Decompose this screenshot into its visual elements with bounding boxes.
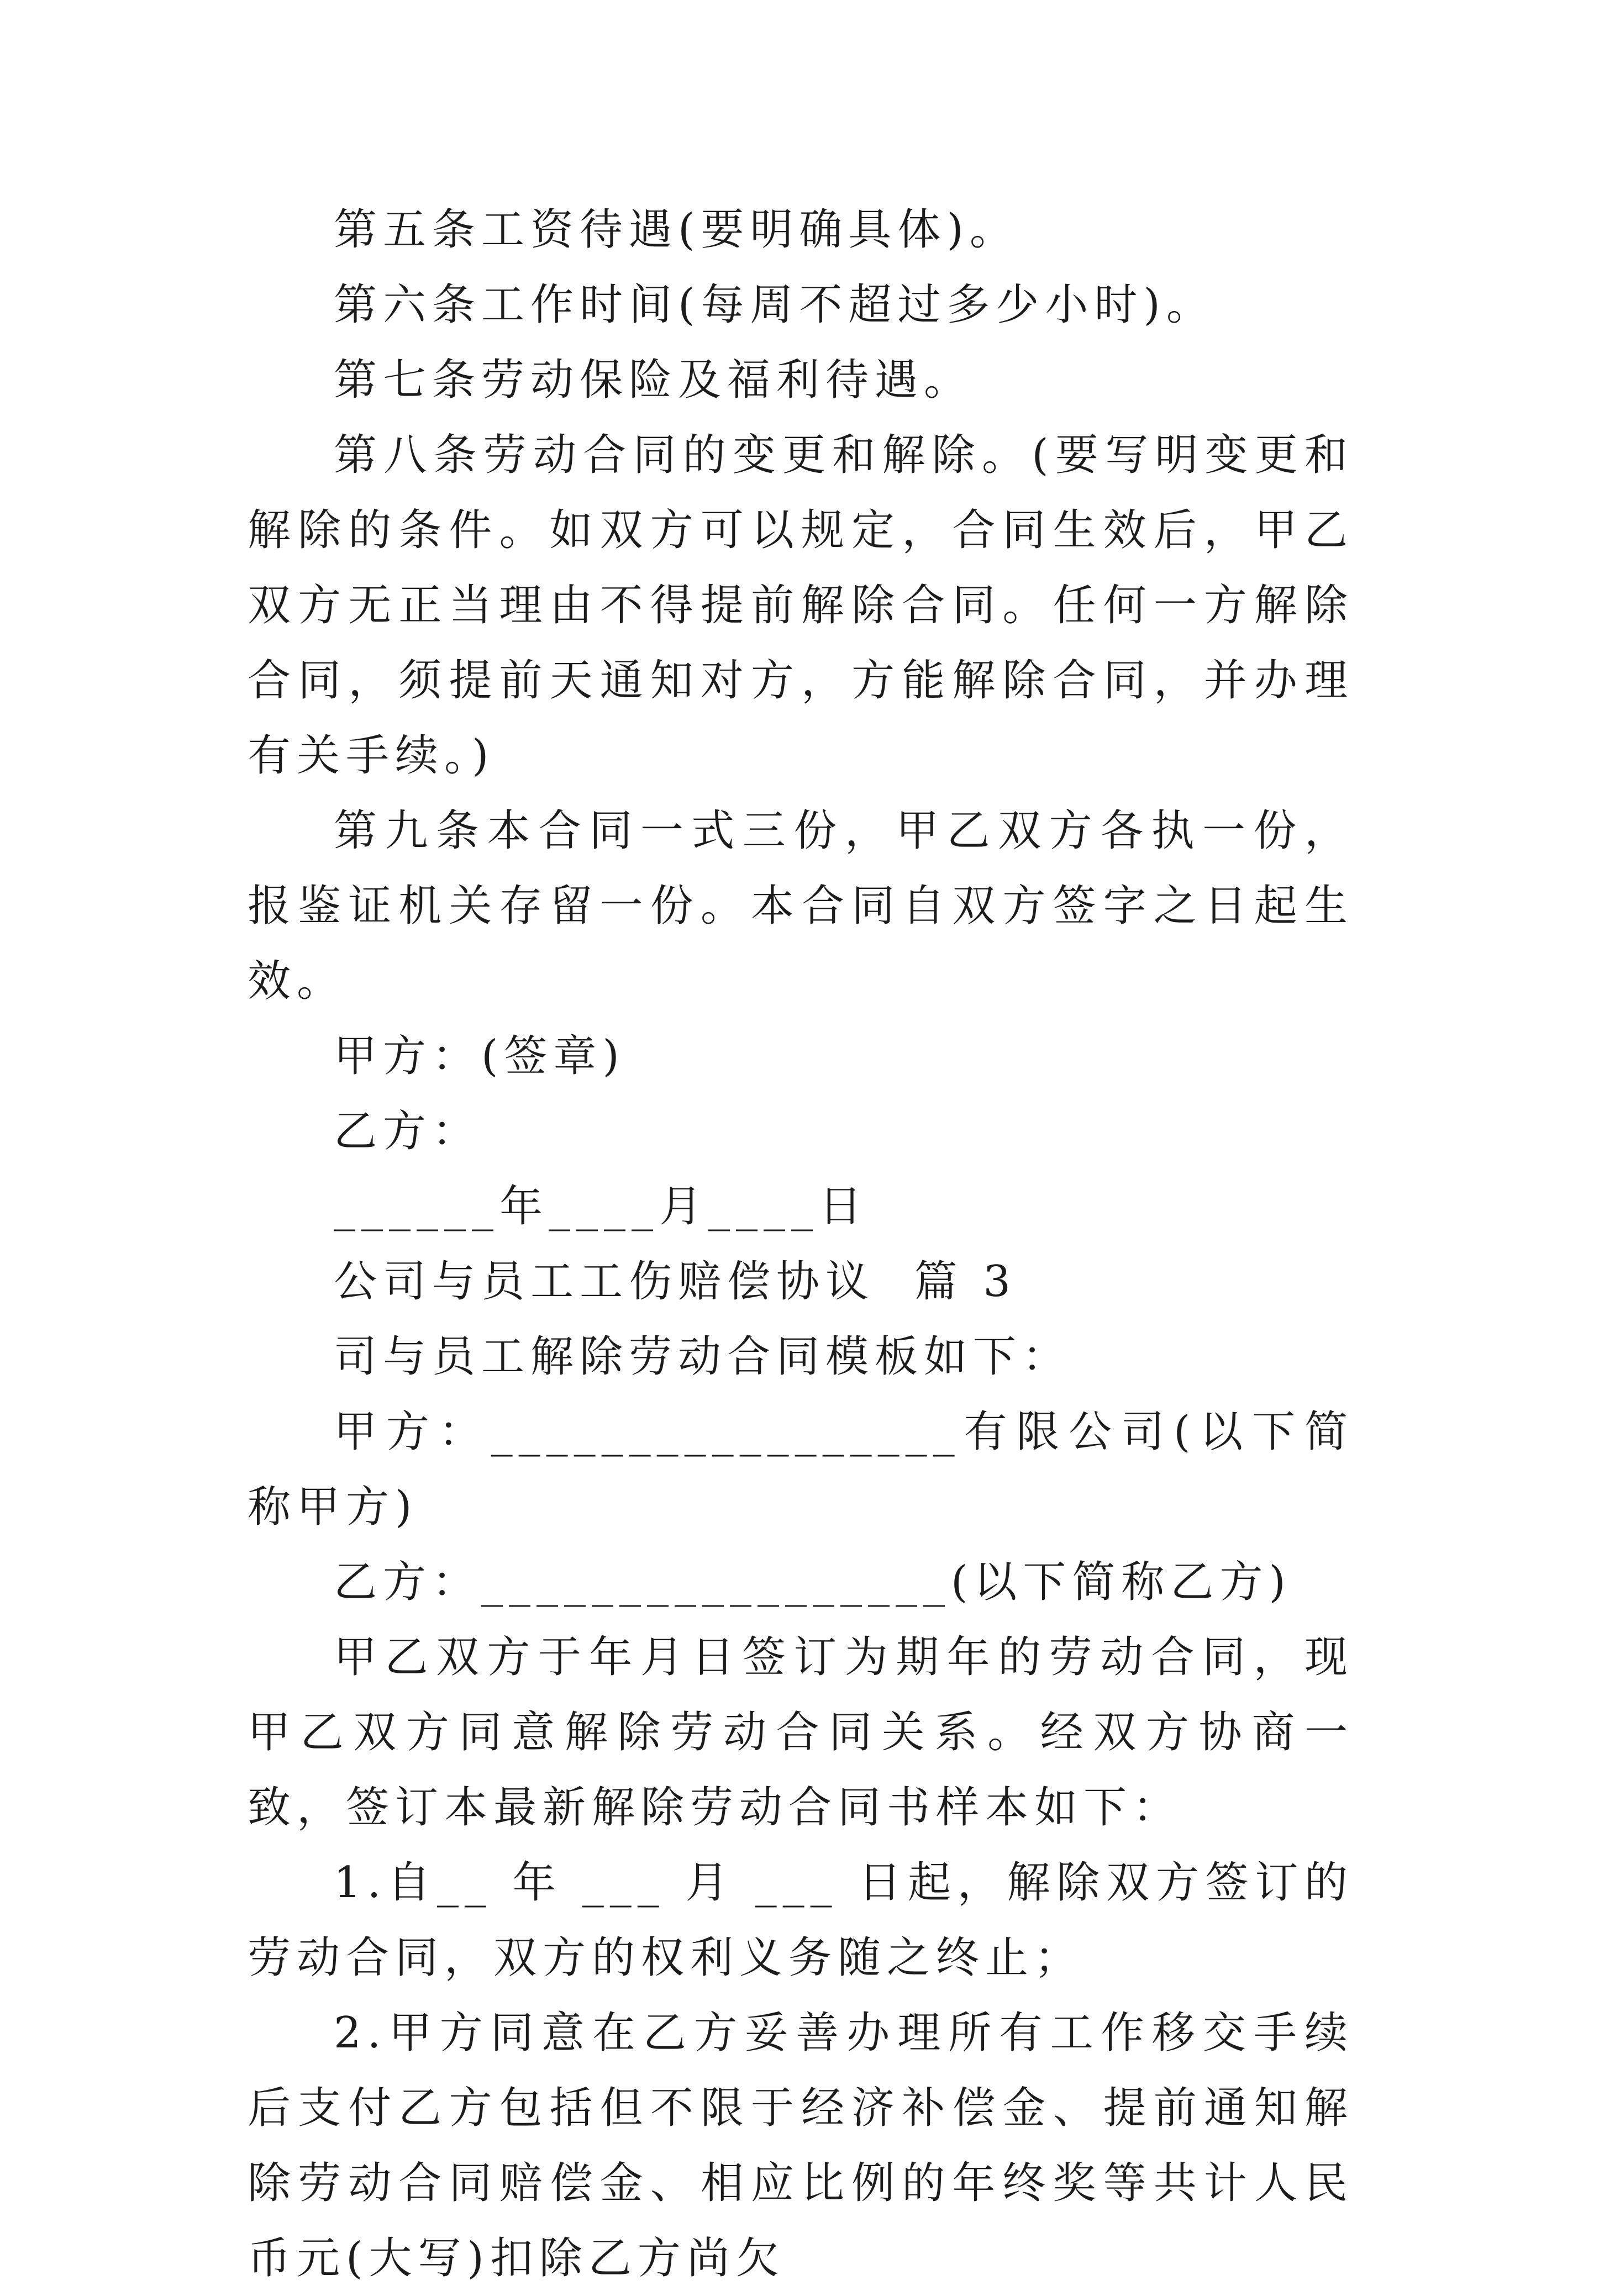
party-a-signature: 甲方：(签章) (334, 1031, 625, 1081)
paragraph-article-5: 第五条工资待遇(要明确具体)。 (334, 205, 1019, 255)
paragraph-article-7: 第七条劳动保险及福利待遇。 (334, 355, 974, 405)
clause-2: 2.甲方同意在乙方妥善办理所有工作移交手续后支付乙方包括但不限于经济补偿金、提前通知解除劳动合同赔偿金、相应比例的年终奖等共计人民币元(大写)扣除乙方尚欠 (248, 2008, 1354, 2283)
party-b-signature: 乙方： (334, 1107, 482, 1156)
clause-1: 1.自__ 年 ___ 月 ___ 日起，解除双方签订的劳动合同，双方的权利义务随之终止； (248, 1858, 1354, 1983)
party-a-line: 甲方：_________________有限公司(以下简称甲方) (248, 1407, 1354, 1532)
paragraph-article-9: 第九条本合同一式三份，甲乙双方各执一份，报鉴证机关存留一份。本合同自双方签字之日起生效。 (248, 806, 1354, 1006)
party-b-line: 乙方：_________________(以下简称乙方) (334, 1557, 1292, 1607)
paragraph-article-6: 第六条工作时间(每周不超过多少小时)。 (334, 280, 1216, 330)
template-intro: 司与员工解除劳动合同模板如下： (334, 1332, 1072, 1382)
date-line: ______年____月____日 (334, 1182, 869, 1231)
document-body (248, 192, 1354, 2296)
paragraph-article-8: 第八条劳动合同的变更和解除。(要写明变更和解除的条件。如双方可以规定，合同生效后，甲乙双方无正当理由不得提前解除合同。任何一方解除合同，须提前天通知对方，方能解除合同，并办理有关手续。) (248, 430, 1354, 781)
section-heading: 公司与员工工伤赔偿协议 篇 3 (334, 1257, 1017, 1307)
agreement-preamble: 甲乙双方于年月日签订为期年的劳动合同，现甲乙双方同意解除劳动合同关系。经双方协商一致，签订本最新解除劳动合同书样本如下： (248, 1633, 1354, 1832)
